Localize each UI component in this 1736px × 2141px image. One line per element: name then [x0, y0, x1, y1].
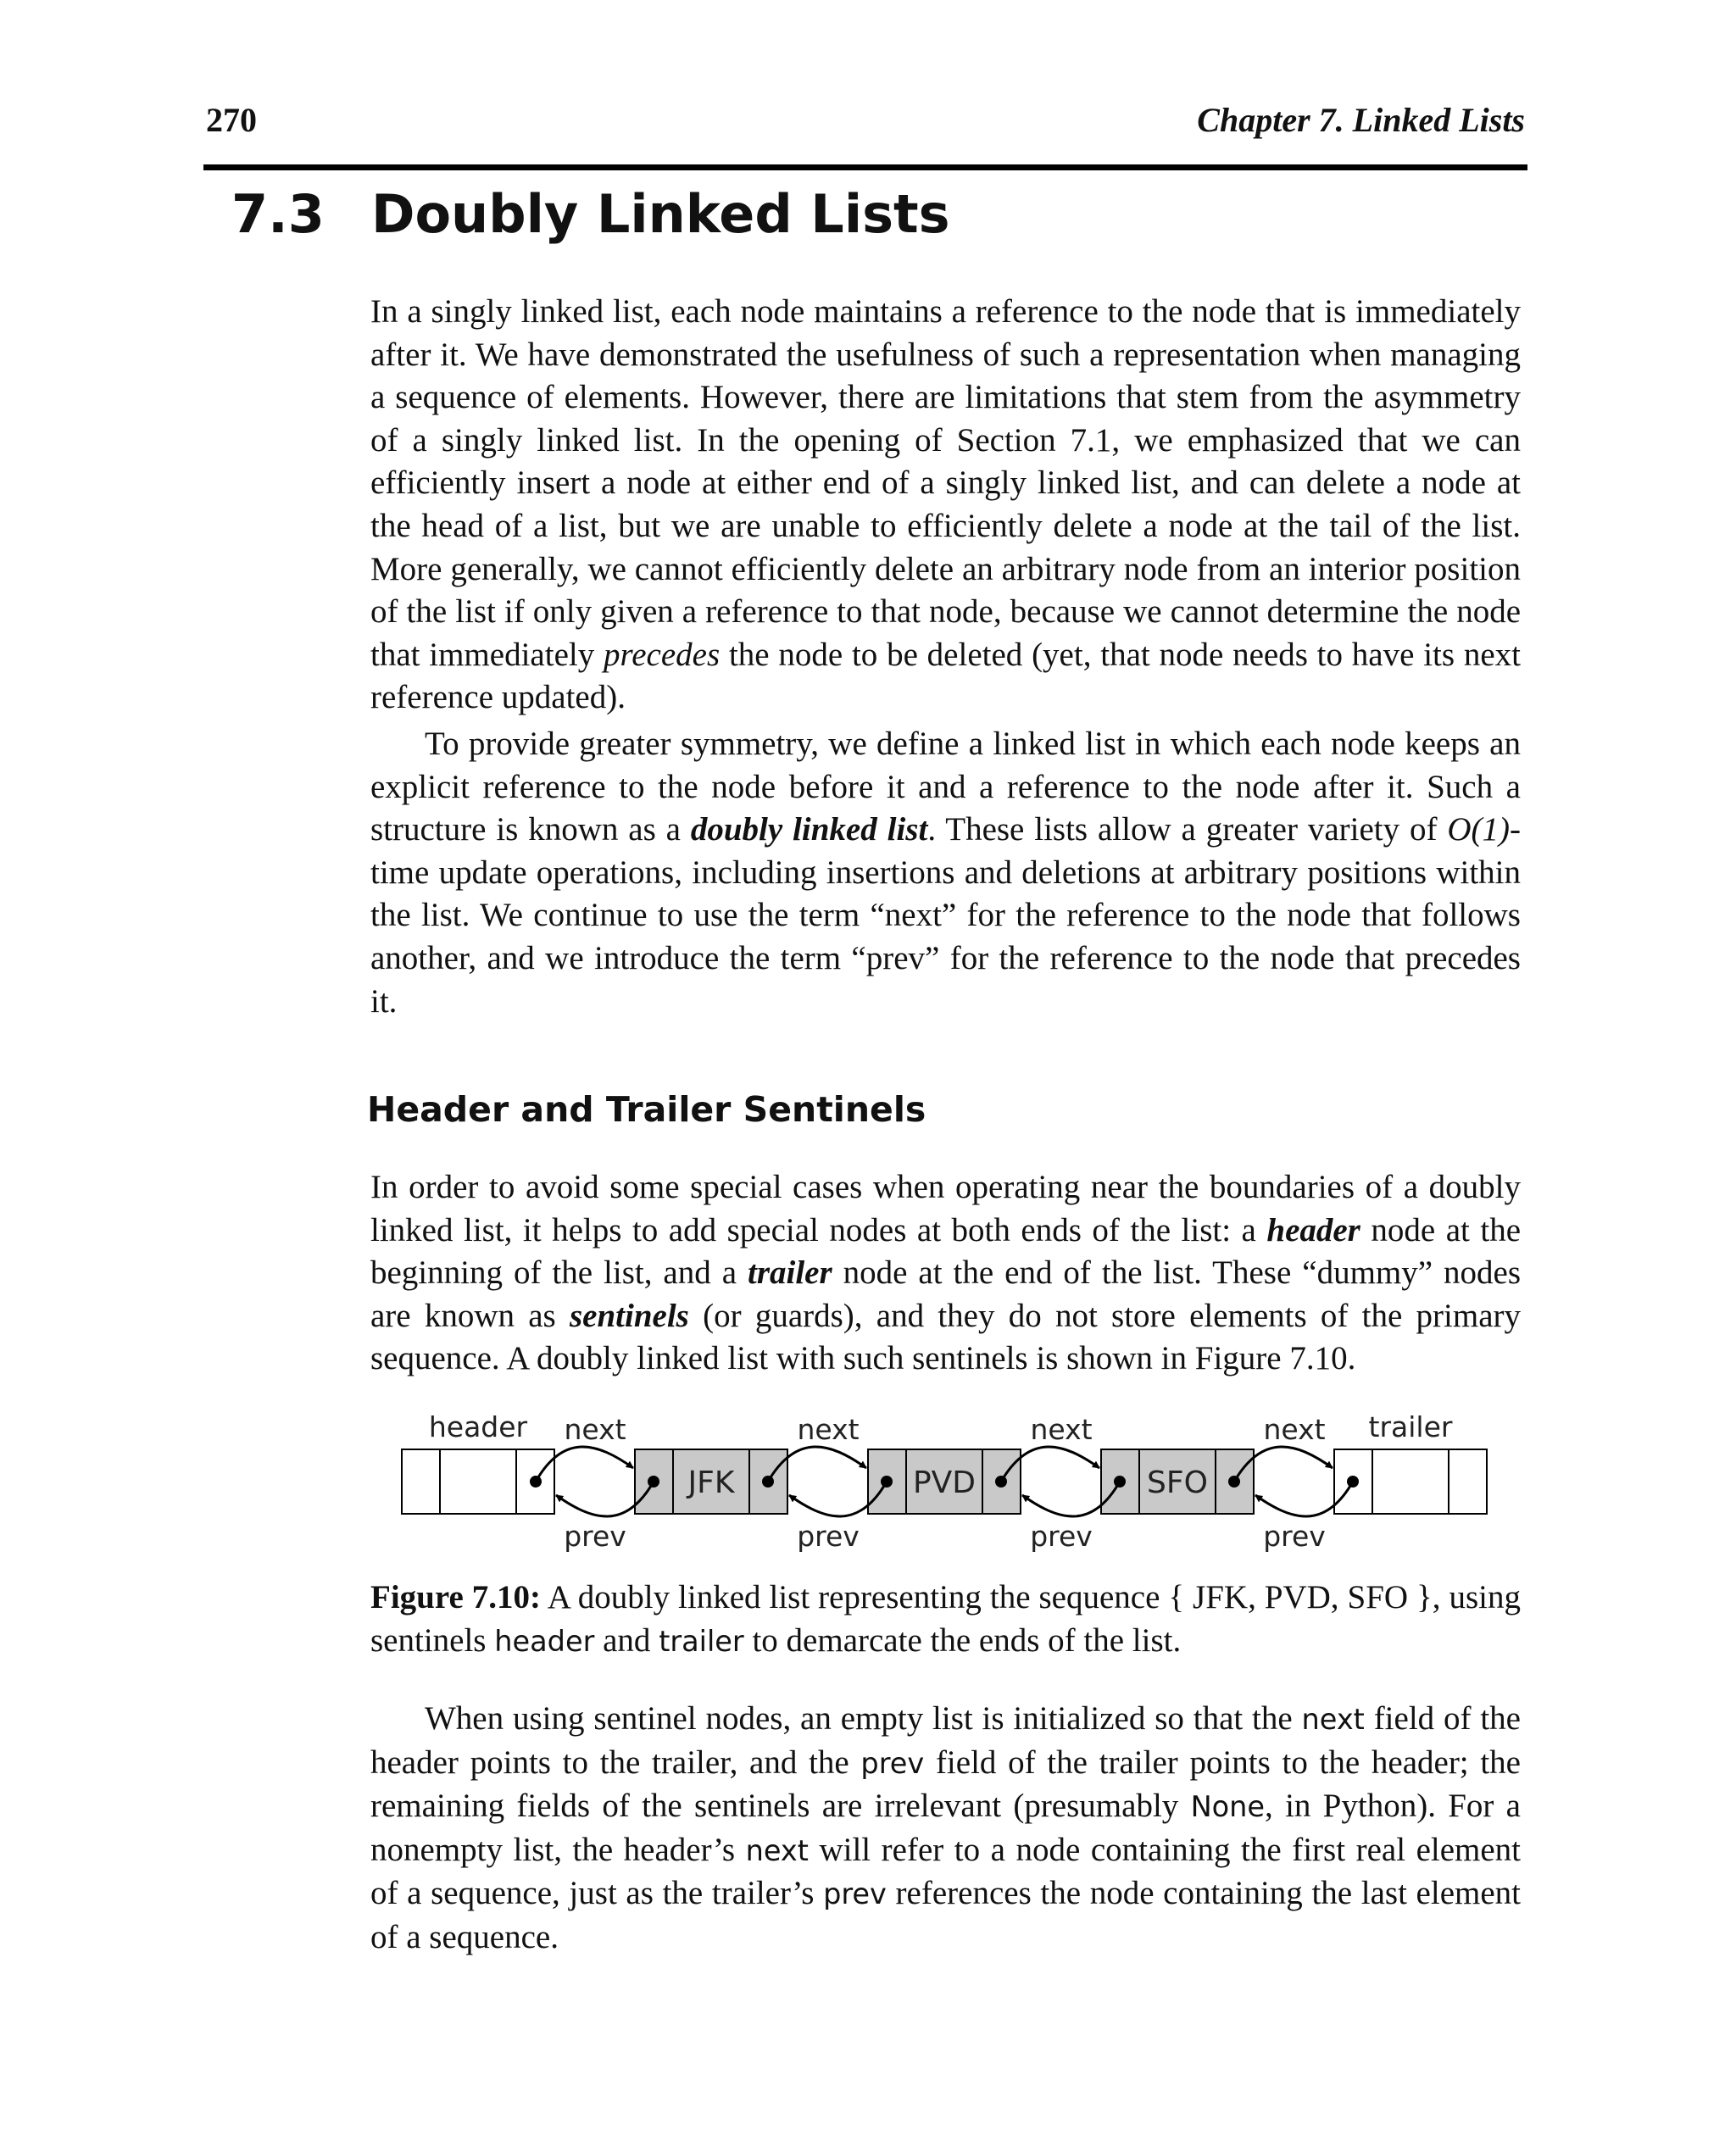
code-header: header [494, 1624, 595, 1658]
paragraph-text: field of the trailer points to the header; the remaining fields of the sentinels are irrelevant (presumably [370, 1743, 1521, 1825]
code-trailer: trailer [659, 1624, 744, 1658]
header-node [402, 1449, 554, 1514]
running-head [206, 95, 1525, 146]
term-doubly-linked-list: doubly linked list [690, 811, 928, 848]
figure-doubly-linked-list [390, 1399, 1500, 1560]
prev-label: prev [797, 1520, 860, 1553]
caption-text: to demarcate the ends of the list. [743, 1621, 1182, 1659]
caption-text: and [594, 1621, 659, 1659]
node-value-jfk: JFK [687, 1465, 735, 1500]
paragraph-text: will refer to a node containing the first real element of a sequence, just as the trailer’s [370, 1831, 1522, 1912]
node-sfo [1101, 1449, 1254, 1514]
paragraph-text: In order to avoid some special cases when operating near the boundaries of a doubly linked list, it helps to add special nodes at both ends of the list: a [370, 1169, 1521, 1248]
chapter-title: Chapter 7. Linked Lists [1197, 101, 1525, 139]
code-next: next [1301, 1703, 1365, 1736]
next-label: next [564, 1413, 626, 1446]
math-big-o: O(1) [1447, 811, 1510, 848]
section-title: Doubly Linked Lists [371, 183, 950, 245]
caption-text: A doubly linked list representing the sequence { JFK, PVD, SFO }, using sentinels [370, 1579, 1521, 1659]
node-value-pvd: PVD [912, 1465, 976, 1500]
emphasis-precedes: precedes [604, 636, 721, 673]
paragraph-text: . These lists allow a greater variety of [927, 811, 1448, 848]
paragraph-text: node at the end of the list. These “dummy” nodes are known as [370, 1254, 1522, 1334]
code-prev: prev [823, 1877, 887, 1911]
paragraph-definition [370, 723, 1521, 1023]
paragraph-text: node at the beginning of the list, and a [370, 1211, 1521, 1292]
paragraph-text: -time update operations, including insertions and deletions at arbitrary positions within the list. We continue to use the term “next” for the reference to the node that follows another, and we introduce the term “prev” for the reference to the node that precedes it. [370, 811, 1521, 1020]
term-trailer: trailer [747, 1254, 832, 1292]
next-label: next [1263, 1413, 1326, 1446]
next-label: next [797, 1413, 860, 1446]
section-heading [231, 183, 950, 259]
code-prev: prev [860, 1746, 925, 1780]
next-label: next [1030, 1413, 1093, 1446]
paragraph-text: the node to be deleted (yet, that node needs to have its next reference updated). [370, 636, 1521, 716]
paragraph-text: When using sentinel nodes, an empty list is initialized so that the [425, 1700, 1302, 1737]
paragraph-text: In a singly linked list, each node maintains a reference to the node that is immediately after it. We have demonstrated the usefulness of such a representation when managing a sequence of elements. However, there are limitations that stem from the asymmetry of a singly linked list. In the opening of Section 7.1, we emphasized that we can efficiently insert a node at either end of a singly linked list, and can delete a node at the head of a list, but we are unable to efficiently delete a node at the tail of the list. More generally, we cannot efficiently delete an arbitrary node from an interior position of the list if only given a reference to that node, because we cannot determine the node that immediately [370, 293, 1521, 673]
subsection-heading: Header and Trailer Sentinels [367, 1089, 926, 1130]
node-jfk [635, 1449, 787, 1514]
prev-label: prev [1030, 1520, 1093, 1553]
term-sentinels: sentinels [569, 1297, 689, 1334]
paragraph-text: To provide greater symmetry, we define a linked list in which each node keeps an explicit reference to the node before it and a reference to the node after it. Such a structure is known as a [370, 726, 1521, 848]
code-next: next [745, 1833, 809, 1867]
header-label: header [428, 1410, 528, 1443]
paragraph-text: , in Python). For a nonempty list, the header’s [370, 1788, 1521, 1868]
paragraph-text: references the node containing the last element of a sequence. [370, 1875, 1521, 1955]
prev-label: prev [1263, 1520, 1326, 1553]
caption-label: Figure 7.10: [370, 1579, 541, 1615]
prev-label: prev [564, 1520, 626, 1553]
trailer-node [1334, 1449, 1487, 1514]
figure-caption [370, 1577, 1521, 1663]
paragraph-text: (or guards), and they do not store elements of the primary sequence. A doubly linked list with such sentinels is shown in Figure 7.10. [370, 1297, 1521, 1377]
node-value-sfo: SFO [1147, 1465, 1208, 1500]
trailer-label: trailer [1368, 1410, 1453, 1443]
section-number: 7.3 [231, 183, 325, 245]
header-element-field [440, 1449, 516, 1514]
trailer-element-field [1372, 1449, 1449, 1514]
paragraph-sentinels [370, 1166, 1521, 1381]
node-pvd [868, 1449, 1021, 1514]
header-prev-field [402, 1449, 440, 1514]
paragraph-intro [370, 291, 1521, 720]
trailer-next-field [1449, 1449, 1487, 1514]
paragraph-text: field of the header points to the trailer, and the [370, 1700, 1521, 1781]
header-rule [203, 164, 1527, 170]
term-header: header [1266, 1211, 1360, 1248]
code-none: None [1190, 1790, 1266, 1824]
page-number: 270 [206, 101, 257, 139]
paragraph-empty-list [370, 1698, 1521, 1960]
